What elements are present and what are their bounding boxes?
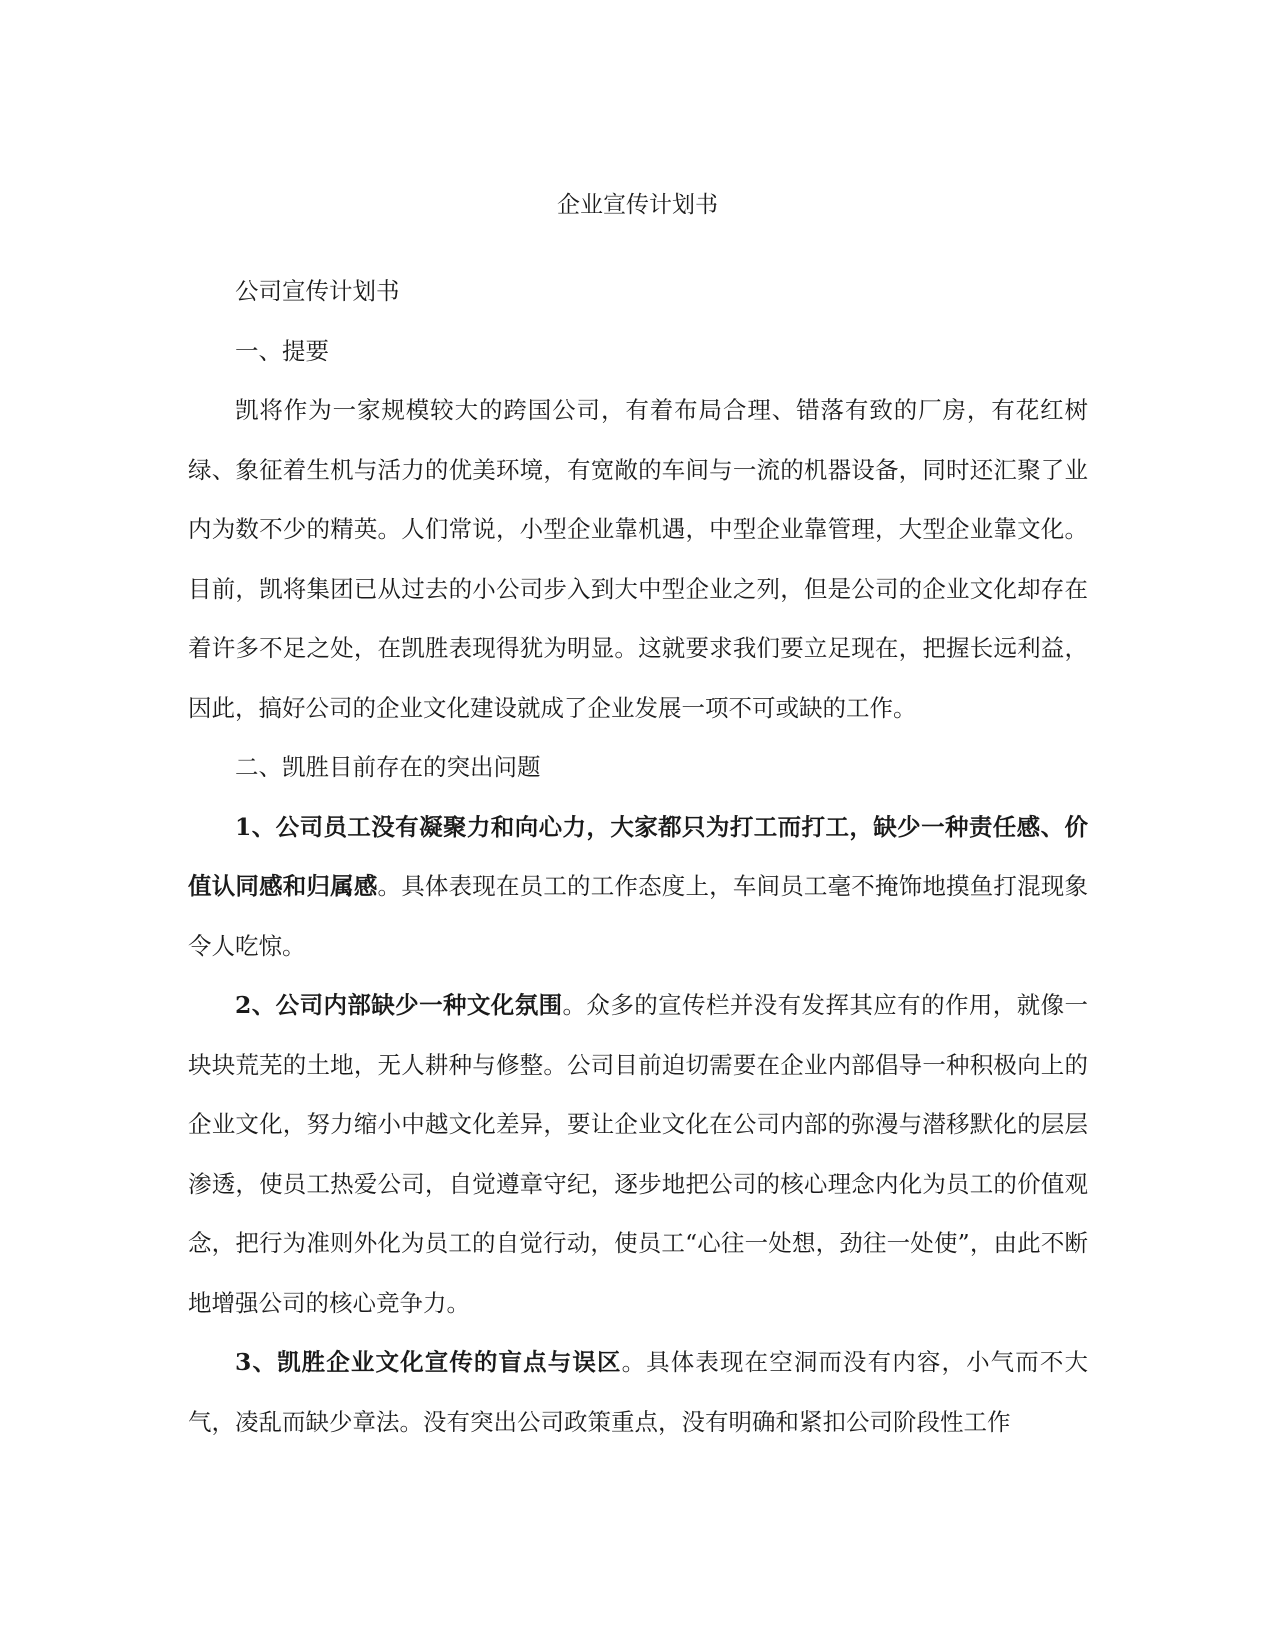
document-title: 企业宣传计划书 bbox=[557, 192, 718, 218]
document-subtitle: 公司宣传计划书 bbox=[235, 277, 400, 305]
problem-3-paragraph bbox=[188, 1333, 1088, 1452]
document-body bbox=[188, 262, 1088, 1452]
section-1-heading: 一、提要 bbox=[235, 336, 329, 365]
problem-2-text: 。众多的宣传栏并没有发挥其应有的作用，就像一块块荒芜的土地，无人耕种与修整。公司目前迫切需要在企业内部倡导一种积极向上的企业文化，努力缩小中越文化差异，要让企业文化在公司内部的弥漫与潜移默化的层层渗透，使员工热爱公司，自觉遵章守纪，逐步地把公司的核心理念内化为员工的价值观念，把行为准则外化为员工的自觉行动，使员工“心往一处想，劲往一处使”，由此不断地增强公司的核心竞争力。 bbox=[188, 991, 1088, 1317]
section-1-paragraph: 凯将作为一家规模较大的跨国公司，有着布局合理、错落有致的厂房，有花红树绿、象征着生机与活力的优美环境，有宽敞的车间与一流的机器设备，同时还汇聚了业内为数不少的精英。人们常说，小型企业靠机遇，中型企业靠管理，大型企业靠文化。目前，凯将集团已从过去的小公司步入到大中型企业之列，但是公司的企业文化却存在着许多不足之处，在凯胜表现得犹为明显。这就要求我们要立足现在，把握长远利益，因此，搞好公司的企业文化建设就成了企业发展一项不可或缺的工作。 bbox=[188, 396, 1088, 722]
problem-3-lead: 3、凯胜企业文化宣传的盲点与误区 bbox=[235, 1348, 622, 1376]
section-2-heading: 二、凯胜目前存在的突出问题 bbox=[235, 753, 541, 781]
problem-2-lead: 2、公司内部缺少一种文化氛围 bbox=[235, 991, 563, 1019]
problem-2-paragraph bbox=[188, 976, 1088, 1333]
problem-1-text: 。具体表现在员工的工作态度上，车间员工毫不掩饰地摸鱼打混现象令人吃惊。 bbox=[188, 872, 1089, 960]
problem-1-lead: 1、公司员工没有凝聚力和向心力，大家都只为打工而打工，缺少一种责任感、价值认同感和归属感 bbox=[188, 812, 1088, 900]
problem-3-text: 。具体表现在空洞而没有内容，小气而不大气，凌乱而缺少章法。没有突出公司政策重点，没有明确和紧扣公司阶段性工作 bbox=[188, 1348, 1089, 1436]
problem-1-paragraph bbox=[188, 798, 1088, 977]
